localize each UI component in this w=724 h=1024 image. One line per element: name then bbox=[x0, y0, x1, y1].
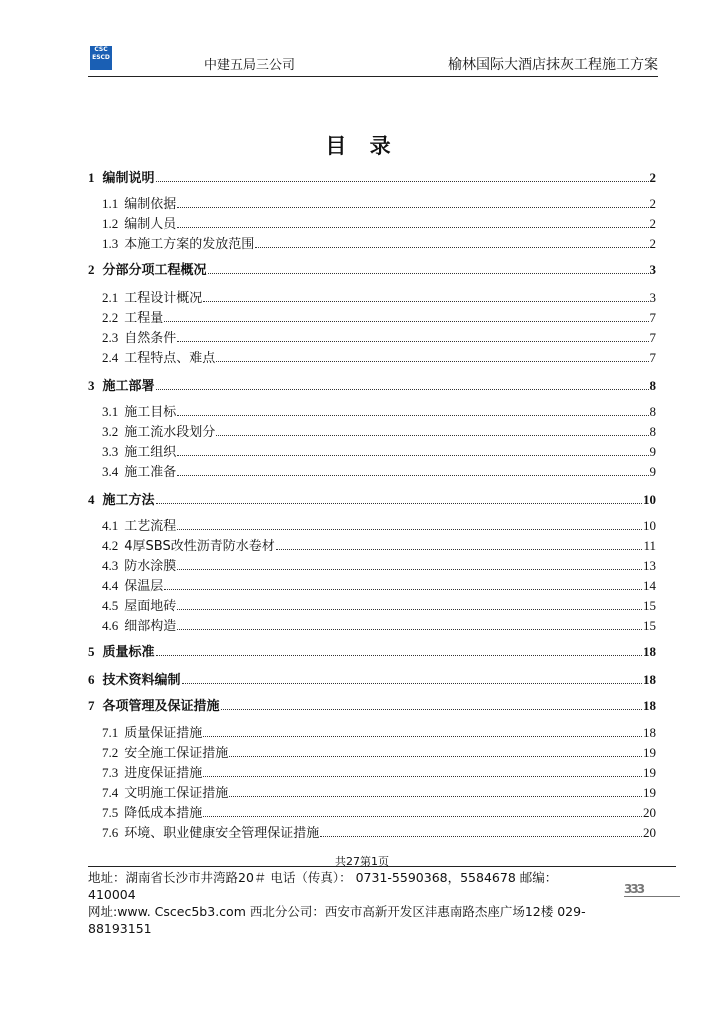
footer-web: 网址:www. Cscec5b3.com 西北分公司：西安市高新开发区沣惠南路杰座广场12楼 029- bbox=[88, 904, 586, 919]
toc-leader-dots bbox=[177, 195, 648, 208]
toc-leader-dots bbox=[164, 577, 642, 590]
toc-page-number: 8 bbox=[649, 404, 656, 419]
toc-page-number: 8 bbox=[649, 424, 656, 439]
toc-label: 文明施工保证措施 bbox=[124, 786, 229, 801]
toc-section[interactable] bbox=[88, 824, 656, 842]
toc-page-number: 18 bbox=[643, 725, 656, 740]
logo-text-top: CSC bbox=[94, 46, 108, 53]
toc-section[interactable] bbox=[88, 764, 656, 782]
toc-page-number: 15 bbox=[643, 598, 656, 613]
toc-section[interactable] bbox=[88, 517, 656, 535]
toc-label: 各项管理及保证措施 bbox=[102, 699, 220, 714]
toc-section[interactable] bbox=[88, 403, 656, 421]
toc-number: 4.5 bbox=[102, 598, 119, 613]
toc-label: 工程设计概况 bbox=[124, 291, 203, 306]
toc-page-number: 2 bbox=[649, 236, 656, 251]
toc-section[interactable] bbox=[88, 724, 656, 742]
stamp-line bbox=[624, 896, 680, 897]
toc-page-number: 14 bbox=[643, 578, 656, 593]
toc-number: 4.1 bbox=[102, 518, 119, 533]
toc-leader-dots bbox=[177, 597, 642, 610]
toc-number: 7.6 bbox=[102, 825, 119, 840]
toc-leader-dots bbox=[203, 804, 642, 817]
toc-leader-dots bbox=[156, 643, 642, 656]
toc-page-number: 9 bbox=[649, 464, 656, 479]
toc-leader-dots bbox=[182, 671, 642, 684]
toc-label: 降低成本措施 bbox=[124, 806, 203, 821]
toc-leader-dots bbox=[177, 463, 648, 476]
toc-section[interactable] bbox=[88, 617, 656, 635]
toc-label: 编制说明 bbox=[102, 171, 155, 186]
toc-label: 编制人员 bbox=[124, 217, 177, 232]
toc-number: 7.2 bbox=[102, 745, 119, 760]
toc-number: 3.3 bbox=[102, 444, 119, 459]
toc-section[interactable] bbox=[88, 443, 656, 461]
toc-label: 细部构造 bbox=[124, 619, 177, 634]
footer-phone: 88193151 bbox=[88, 921, 152, 936]
toc-label: 施工方法 bbox=[102, 493, 155, 508]
toc-label: 施工流水段划分 bbox=[124, 425, 216, 440]
toc-page-number: 2 bbox=[649, 216, 656, 231]
toc-chapter[interactable] bbox=[88, 261, 656, 279]
footer-divider bbox=[88, 866, 676, 867]
toc-leader-dots bbox=[177, 403, 648, 416]
toc-number: 2.4 bbox=[102, 350, 119, 365]
toc-label: 保温层 bbox=[124, 579, 164, 594]
toc-label: 编制依据 bbox=[124, 197, 177, 212]
toc-leader-dots bbox=[164, 309, 648, 322]
toc-label: 技术资料编制 bbox=[102, 673, 181, 688]
toc-label: 施工准备 bbox=[124, 465, 177, 480]
toc-page-number: 13 bbox=[643, 558, 656, 573]
toc-leader-dots bbox=[203, 289, 648, 302]
toc-page-number: 19 bbox=[643, 765, 656, 780]
toc-label: 屋面地砖 bbox=[124, 599, 177, 614]
toc-label: 质量标准 bbox=[102, 645, 155, 660]
toc-page-number: 20 bbox=[643, 825, 656, 840]
toc-page-number: 3 bbox=[649, 262, 656, 277]
toc-section[interactable] bbox=[88, 557, 656, 575]
header-company: 中建五局三公司 bbox=[204, 58, 296, 73]
toc-label: 环境、职业健康安全管理保证措施 bbox=[124, 826, 320, 841]
toc-page-number: 7 bbox=[649, 330, 656, 345]
toc-section[interactable] bbox=[88, 537, 656, 555]
logo-text-bottom: ESCD bbox=[92, 54, 110, 61]
toc-page-number: 7 bbox=[649, 350, 656, 365]
toc-leader-dots bbox=[177, 517, 642, 530]
toc-number: 2 bbox=[88, 262, 95, 277]
toc-section[interactable] bbox=[88, 235, 656, 253]
page-title: 目 录 bbox=[325, 134, 399, 158]
toc-page-number: 2 bbox=[649, 170, 656, 185]
company-logo-icon bbox=[90, 46, 112, 70]
toc-number: 1 bbox=[88, 170, 95, 185]
toc-section[interactable] bbox=[88, 463, 656, 481]
toc-leader-dots bbox=[208, 261, 649, 274]
toc-number: 4 bbox=[88, 492, 95, 507]
toc-number: 6 bbox=[88, 672, 95, 687]
toc-section[interactable] bbox=[88, 349, 656, 367]
toc-number: 7.4 bbox=[102, 785, 119, 800]
toc-label: 施工组织 bbox=[124, 445, 177, 460]
toc-number: 7.3 bbox=[102, 765, 119, 780]
toc-page-number: 19 bbox=[643, 745, 656, 760]
toc-chapter[interactable] bbox=[88, 377, 656, 395]
toc-leader-dots bbox=[177, 443, 648, 456]
toc-page-number: 18 bbox=[643, 672, 656, 687]
toc-number: 1.2 bbox=[102, 216, 119, 231]
toc-label: 防水涂膜 bbox=[124, 559, 177, 574]
toc-section[interactable] bbox=[88, 195, 656, 213]
toc-number: 3.1 bbox=[102, 404, 119, 419]
toc-label: 进度保证措施 bbox=[124, 766, 203, 781]
toc-number: 7.5 bbox=[102, 805, 119, 820]
toc-number: 4.3 bbox=[102, 558, 119, 573]
toc-chapter[interactable] bbox=[88, 169, 656, 187]
toc-page-number: 8 bbox=[649, 378, 656, 393]
toc-label: 施工部署 bbox=[102, 379, 155, 394]
toc-page-number: 2 bbox=[649, 196, 656, 211]
toc-number: 2.2 bbox=[102, 310, 119, 325]
page-stamp: 333 bbox=[624, 882, 644, 896]
toc-page-number: 18 bbox=[643, 698, 656, 713]
toc-number: 5 bbox=[88, 644, 95, 659]
toc-leader-dots bbox=[177, 215, 648, 228]
toc-section[interactable] bbox=[88, 784, 656, 802]
toc-leader-dots bbox=[177, 557, 642, 570]
toc-leader-dots bbox=[203, 764, 642, 777]
toc-section[interactable] bbox=[88, 597, 656, 615]
toc-page-number: 9 bbox=[649, 444, 656, 459]
toc-number: 7 bbox=[88, 698, 95, 713]
toc-number: 3.4 bbox=[102, 464, 119, 479]
toc-section[interactable] bbox=[88, 804, 656, 822]
toc-leader-dots bbox=[216, 423, 648, 436]
toc-leader-dots bbox=[276, 537, 643, 550]
toc-leader-dots bbox=[320, 824, 642, 837]
toc-leader-dots bbox=[156, 169, 649, 182]
toc-page-number: 18 bbox=[643, 644, 656, 659]
toc-leader-dots bbox=[203, 724, 642, 737]
toc-leader-dots bbox=[229, 784, 642, 797]
toc-chapter[interactable] bbox=[88, 491, 656, 509]
toc-page-number: 7 bbox=[649, 310, 656, 325]
toc-leader-dots bbox=[229, 744, 642, 757]
footer-address: 地址：湖南省长沙市井湾路20＃ 电话（传真）： 0731-5590368，5584678 邮编： bbox=[88, 870, 558, 885]
toc-label: 施工目标 bbox=[124, 405, 177, 420]
toc-label: 4厚SBS改性沥青防水卷材 bbox=[124, 539, 275, 554]
toc-page-number: 11 bbox=[643, 538, 656, 553]
footer-postcode: 410004 bbox=[88, 887, 136, 902]
page-indicator: 共27第1页 bbox=[335, 855, 389, 868]
toc-page-number: 10 bbox=[643, 492, 656, 507]
toc-section[interactable] bbox=[88, 289, 656, 307]
toc-section[interactable] bbox=[88, 744, 656, 762]
toc-chapter[interactable] bbox=[88, 697, 656, 715]
toc-chapter[interactable] bbox=[88, 643, 656, 661]
toc-number: 3.2 bbox=[102, 424, 119, 439]
toc-leader-dots bbox=[156, 491, 642, 504]
toc-leader-dots bbox=[177, 329, 648, 342]
toc-number: 4.2 bbox=[102, 538, 119, 553]
toc-label: 安全施工保证措施 bbox=[124, 746, 229, 761]
toc-page-number: 15 bbox=[643, 618, 656, 633]
toc-label: 自然条件 bbox=[124, 331, 177, 346]
page-footer bbox=[88, 869, 608, 937]
toc-label: 本施工方案的发放范围 bbox=[124, 237, 255, 252]
toc-number: 4.6 bbox=[102, 618, 119, 633]
toc-label: 工程特点、难点 bbox=[124, 351, 216, 366]
toc-section[interactable] bbox=[88, 329, 656, 347]
toc-leader-dots bbox=[177, 617, 642, 630]
header-project-title: 榆林国际大酒店抹灰工程施工方案 bbox=[448, 57, 658, 73]
toc-label: 工程量 bbox=[124, 311, 164, 326]
page-header bbox=[88, 44, 658, 77]
toc-section[interactable] bbox=[88, 577, 656, 595]
toc-label: 质量保证措施 bbox=[124, 726, 203, 741]
toc-label: 工艺流程 bbox=[124, 519, 177, 534]
toc-page-number: 19 bbox=[643, 785, 656, 800]
toc-leader-dots bbox=[156, 377, 649, 390]
toc-page-number: 3 bbox=[649, 290, 656, 305]
toc-number: 1.3 bbox=[102, 236, 119, 251]
toc-section[interactable] bbox=[88, 423, 656, 441]
toc-number: 2.3 bbox=[102, 330, 119, 345]
toc-label: 分部分项工程概况 bbox=[102, 263, 207, 278]
toc-number: 4.4 bbox=[102, 578, 119, 593]
toc-leader-dots bbox=[216, 349, 648, 362]
toc-number: 3 bbox=[88, 378, 95, 393]
toc-chapter[interactable] bbox=[88, 671, 656, 689]
toc-leader-dots bbox=[255, 235, 648, 248]
toc-number: 2.1 bbox=[102, 290, 119, 305]
toc-section[interactable] bbox=[88, 309, 656, 327]
toc-number: 7.1 bbox=[102, 725, 119, 740]
toc-number: 1.1 bbox=[102, 196, 119, 211]
toc-leader-dots bbox=[221, 697, 642, 710]
toc-page-number: 10 bbox=[643, 518, 656, 533]
toc-section[interactable] bbox=[88, 215, 656, 233]
toc-page-number: 20 bbox=[643, 805, 656, 820]
